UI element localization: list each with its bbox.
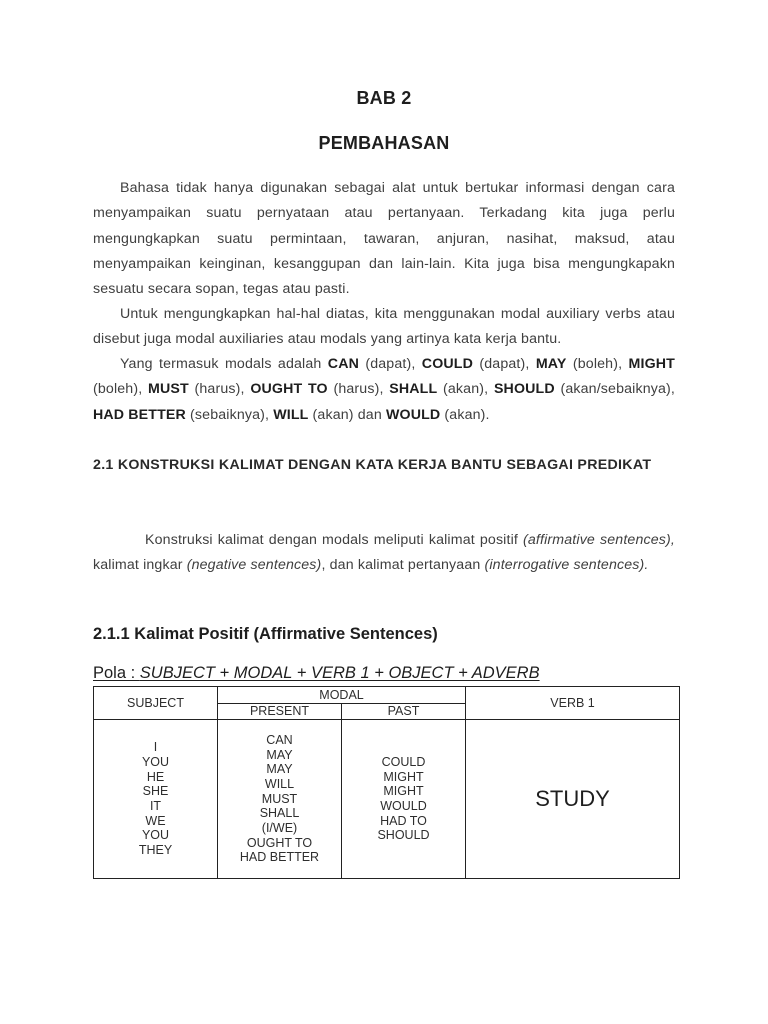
present-modal-item: MAY <box>266 747 293 762</box>
past-modal-item: SHOULD <box>377 828 430 843</box>
subject-item: SHE <box>142 784 169 799</box>
subjects-cell <box>94 720 218 879</box>
paragraph-text: (akan). <box>440 406 490 423</box>
paragraph-text: , dan kalimat pertanyaan <box>321 557 485 574</box>
modal-keyword: OUGHT TO <box>250 381 328 398</box>
modal-keyword: SHOULD <box>493 381 555 398</box>
paragraph-text: (boleh), <box>93 381 149 398</box>
paragraph-text: (akan/sebaiknya), <box>554 381 675 398</box>
modal-keyword: COULD <box>421 356 473 372</box>
subject-item: WE <box>145 813 166 828</box>
subject-item: IT <box>149 799 162 813</box>
modal-keyword: HAD BETTER <box>93 406 186 423</box>
header-modal: MODAL <box>218 687 466 704</box>
chapter-title: BAB 2 <box>356 88 412 108</box>
paragraph-text: (akan), <box>437 381 494 398</box>
italic-term: (interrogative sentences). <box>484 557 649 574</box>
pattern-formula <box>93 664 540 683</box>
past-modals-cell <box>342 720 466 879</box>
modal-keyword: MIGHT <box>628 356 675 372</box>
verb-cell: STUDY <box>466 720 680 879</box>
past-modal-item: MIGHT <box>383 769 424 784</box>
modal-keyword: CAN <box>327 356 359 372</box>
modals-table <box>93 686 680 879</box>
present-modal-item: SHALL <box>259 806 300 821</box>
subject-item: I <box>153 740 158 755</box>
subject-item: HE <box>146 769 165 784</box>
header-verb1: VERB 1 <box>466 687 680 720</box>
present-modal-item: MAY <box>266 762 293 777</box>
paragraph-text: (harus), <box>188 381 251 398</box>
present-modal-item: OUGHT TO <box>246 835 313 850</box>
present-modal-item: MUST <box>261 791 298 806</box>
modal-keyword: WOULD <box>385 406 441 423</box>
section-2-1-body <box>93 528 675 579</box>
modal-keyword: MAY <box>535 356 567 372</box>
present-modal-item: CAN <box>266 732 293 747</box>
modal-keyword: WILL <box>273 406 309 423</box>
intro-paragraph-2: Untuk mengungkapkan hal-hal diatas, kita menggunakan modal auxiliary verbs atau disebut juga modal auxiliaries atau modals yang artinya kata kerja bantu. <box>93 306 675 348</box>
italic-term: (affirmative sentences), <box>523 532 675 548</box>
present-modal-item: WILL <box>264 776 295 791</box>
paragraph-text: (harus), <box>327 381 390 398</box>
intro-paragraph-1: Bahasa tidak hanya digunakan sebagai alat untuk bertukar informasi dengan cara menyampaikan suatu pernyataan atau pertanyaan. Terkadang kita juga perlu mengungkapkan suatu permintaan, tawaran, anjuran, nasihat, maksud, atau menyampaikan keinginan, kesanggupan dan lain-lain. Kita juga bisa mengungkapakn sesuatu secara sopan, tegas atau pasti. <box>93 180 675 298</box>
past-modal-item: COULD <box>381 754 426 769</box>
paragraph-text: (dapat), <box>358 356 422 372</box>
subject-item: THEY <box>138 843 173 858</box>
subject-item: YOU <box>141 828 170 843</box>
past-modal-item: HAD TO <box>380 813 427 828</box>
pattern-label: Pola : <box>93 664 140 682</box>
paragraph-text: (sebaiknya), <box>185 406 274 423</box>
paragraph-text: kalimat ingkar <box>93 557 187 574</box>
present-modals-cell <box>218 720 342 879</box>
paragraph-text: Konstruksi kalimat dengan modals meliputi kalimat positif <box>145 532 524 548</box>
past-modal-item: MIGHT <box>383 784 424 799</box>
paragraph-text: (boleh), <box>566 356 629 372</box>
header-subject: SUBJECT <box>94 687 218 720</box>
italic-term: (negative sentences) <box>186 557 322 574</box>
past-modal-item: WOULD <box>380 799 427 813</box>
chapter-subtitle: PEMBAHASAN <box>318 133 450 153</box>
intro-paragraph-3 <box>93 352 675 428</box>
subject-item: YOU <box>141 754 170 769</box>
header-past: PAST <box>342 703 466 720</box>
section-2-1-heading: 2.1 KONSTRUKSI KALIMAT DENGAN KATA KERJA BANTU SEBAGAI PREDIKAT <box>93 457 652 473</box>
present-modal-item: (I/WE) <box>261 821 298 836</box>
section-2-1-1-heading: 2.1.1 Kalimat Positif (Affirmative Sentences) <box>93 625 438 643</box>
paragraph-text: Yang termasuk modals adalah <box>120 356 328 372</box>
paragraph-text: (akan) dan <box>308 406 386 423</box>
paragraph-text: (dapat), <box>473 356 536 372</box>
header-present: PRESENT <box>218 703 342 720</box>
modal-keyword: SHALL <box>389 381 438 398</box>
present-modal-item: HAD BETTER <box>239 850 320 865</box>
modal-keyword: MUST <box>148 381 189 398</box>
pattern-formula-text: SUBJECT + MODAL + VERB 1 + OBJECT + ADVERB <box>139 664 540 682</box>
